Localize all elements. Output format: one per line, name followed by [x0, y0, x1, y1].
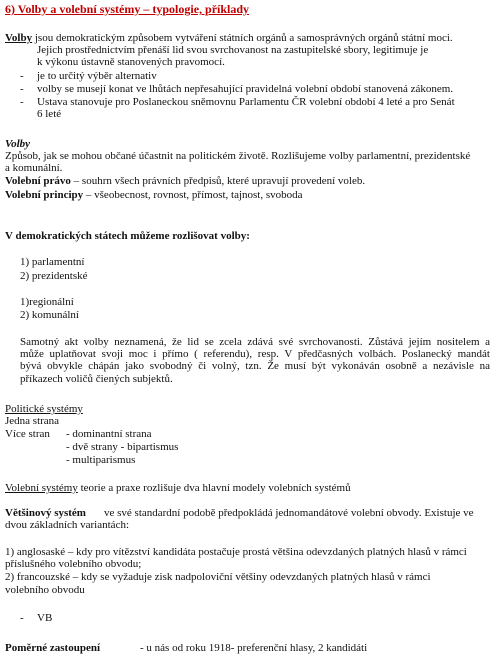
bullet-dash: -	[20, 96, 24, 108]
vb-item: VB	[37, 612, 53, 624]
bullet-item-cont: 6 leté	[37, 108, 62, 120]
demo-list-item: 2) komunální	[20, 309, 79, 321]
vetsinovy-line1: ve své standardní podobě předpokládá jednomandátové volební obvody. Existuje ve	[104, 507, 474, 519]
party-system-item: - dvě strany - bipartismus	[66, 441, 179, 453]
para-line: bývá obvykle chápán jako svobodný či volný, tzn. Že musí být vykonáván osobně a nezávisle na	[20, 360, 490, 372]
bullet-item: je to určitý výběr alternativ	[37, 70, 157, 82]
variant-line: volebního obvodu	[5, 584, 85, 596]
jedna-strana: Jedna strana	[5, 415, 60, 427]
volby-intro-line2: Jejich prostřednictvím přenáší lid svou svrchovanost na zastupitelské sbory, legitimuje je	[37, 44, 429, 56]
politicke-systemy-heading: Politické systémy	[5, 403, 83, 415]
para-line: příkazech voličů čiených subjektů.	[20, 373, 173, 385]
volby-intro-line3: k výkonu ústavně stanovených pravomocí.	[37, 56, 225, 68]
volby-heading: Volby	[5, 138, 31, 150]
demo-heading: V demokratických státech můžeme rozlišovat volby:	[5, 230, 250, 242]
volby-def-line1: Způsob, jak se mohou občané účastnit na politickém životě. Rozlišujeme volby parlamentní, prezidentské	[5, 150, 471, 162]
pomerne-term: Poměrné zastoupení	[5, 642, 101, 654]
demo-list-item: 2) prezidentské	[20, 270, 88, 282]
volby-intro-line1: Volby jsou demokratickým způsobem vytváření státních orgánů a samosprávných orgánů státní moci.	[5, 32, 453, 44]
bullet-item: Ustava stanovuje pro Poslaneckou sněmovnu Parlamentu ČR volební období 4 leté a pro Senát	[37, 96, 455, 108]
para-line: Samotný akt volby neznamená, že lid se zcela zdává své svrchovanosti. Zůstává jejím nositelem a	[20, 336, 490, 348]
demo-list-item: 1) parlamentní	[20, 256, 85, 268]
bullet-dash: -	[20, 612, 24, 624]
volebni-systemy-line: Volební systémy teorie a praxe rozlišuje dva hlavní modely volebních systémů	[5, 482, 351, 494]
vetsinovy-term: Většinový systém	[5, 507, 86, 519]
bullet-dash: -	[20, 83, 24, 95]
volebni-pravo-line: Volební právo – souhrn všech právních předpisů, které upravují provedení voleb.	[5, 175, 366, 187]
volby-def-line2: a komunální.	[5, 162, 63, 174]
document-title: 6) Volby a volební systémy – typologie, příklady	[5, 2, 250, 16]
bullet-item: volby se musejí konat ve lhůtách nepřesahující pravidelná volební období stanovená zákonem.	[37, 83, 454, 95]
variant-line: příslušného volebního obvodu;	[5, 558, 142, 570]
para-line: může uplatňovat svoji moc i přímo ( referendu), resp. V předčasných volbách. Poslanecký mandát	[20, 348, 490, 360]
party-system-item: - dominantní strana	[66, 428, 152, 440]
demo-list-item: 1)regionální	[20, 296, 74, 308]
vetsinovy-line2: dvou základních variantách:	[5, 519, 130, 531]
party-system-item: - multiparismus	[66, 454, 136, 466]
variant-line: 1) anglosaské – kdy pro vítězství kandidáta postačuje prostá většina odevzdaných platných hlasů v rámci	[5, 546, 467, 558]
pomerne-text: - u nás od roku 1918- preferenční hlasy, 2 kandidáti	[140, 642, 368, 654]
vice-stran-label: Více stran	[5, 428, 50, 440]
volebni-principy-line: Volební principy – všeobecnost, rovnost, přímost, tajnost, svoboda	[5, 189, 303, 201]
bullet-dash: -	[20, 70, 24, 82]
variant-line: 2) francouzské – kdy se vyžaduje zisk nadpoloviční většiny odevzdaných platných hlasů v rámci	[5, 571, 431, 583]
